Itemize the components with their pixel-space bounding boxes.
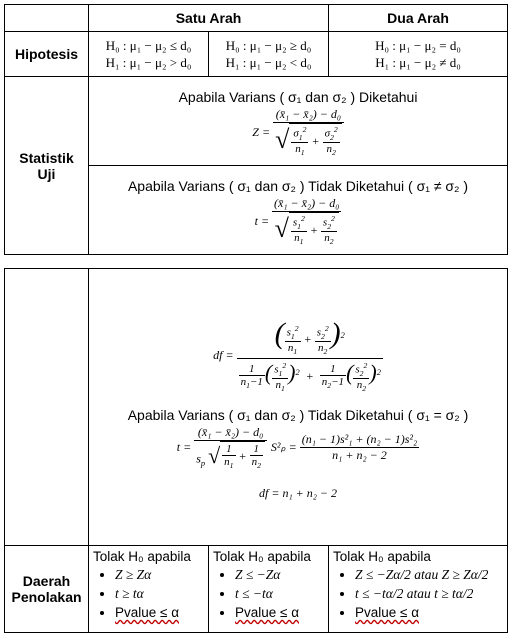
hypothesis-right-tailed [89,32,209,77]
header-satu-arah: Satu Arah [89,5,329,32]
t-fraction-unequal: (x̄₁ − x̄₂) − d₀ √ $\frac{s_1^2}{n_1}$ + $\frac{s_2^2}{n_2}$ [274,195,340,247]
empty-corner-cell [5,5,89,32]
t-formula-pooled: t = (x̄₁ − x̄₂) − d₀ $s_p$ √ $\frac{1}{n_1}$ + $\frac{1}{n_2}$ [177,425,267,470]
empty-label-cell [5,269,89,546]
df-lhs: df = [213,348,234,363]
z-numerator: (x̄₁ − x̄₂) − d₀ [273,107,344,123]
rejection-intro-two: Tolak H₀ apabila [333,549,431,564]
z-sqrt: √ $\frac{\sigma_1^2}{n_1}$ + $\frac{\sigma_2^2}{n_2}$ [275,123,342,157]
case-variance-unknown-unequal [89,166,508,255]
hypothesis-left-tailed [209,32,329,77]
z-formula [252,107,343,157]
t-formula-unequal [255,196,342,246]
t-lhs-unequal: t = [254,213,270,228]
rej-right-t: • t ≥ tα [115,585,204,603]
sp-denominator: n₁ + n₂ − 2 [332,448,387,463]
rej-left-z: • Z ≤ −Zα [235,566,324,584]
rej-left-p: • Pvalue ≤ α [235,604,324,622]
statistik-uji-label: Statistik Uji [19,149,74,182]
h1-two: H₁ : μ₁ − μ₂ ≠ d₀ [375,55,461,70]
case-variance-known [89,77,508,166]
hypothesis-two-tailed [329,32,508,77]
df-and-pooled-cell [89,269,508,546]
pooled-variance-formula [271,432,419,463]
daerah-penolakan-label: Daerah Penolakan [11,573,82,605]
z-lhs: Z = [252,124,271,139]
rej-two-z: • Z ≤ −Zα/2 atau Z ≥ Zα/2 [355,566,503,584]
rej-right-z: • Z ≥ Zα [115,566,204,584]
rejection-two-tailed [329,546,508,633]
h1-right: H₁ : μ₁ − μ₂ > d₀ [105,55,192,70]
sp-numerator: (n₁ − 1)s²₁ + (n₂ − 1)s²₂ [301,432,418,447]
case-unknown-unequal-title: Apabila Varians ( σ₁ dan σ₂ ) Tidak Diketahui ( σ₁ ≠ σ₂ ) [127,177,469,194]
z-fraction [273,107,344,157]
h0-right: H₀ : μ₁ − μ₂ ≤ d₀ [105,38,192,53]
header-dua-arah: Dua Arah [329,5,508,32]
case-known-title: Apabila Varians ( σ₁ dan σ₂ ) Diketahui [178,88,418,105]
df-pooled-formula: df = n₁ + n₂ − 2 [259,486,337,501]
row-label-daerah-penolakan [5,546,89,633]
rej-left-t: • t ≤ −tα [235,585,324,603]
t-lhs-pooled: t = [176,440,192,455]
rej-right-p: • Pvalue ≤ α [115,604,204,622]
rejection-right-tailed [89,546,209,633]
hypothesis-table-part-2 [4,268,508,633]
rejection-intro-left: Tolak H₀ apabila [213,549,311,564]
rej-two-t: • t ≤ −tα/2 atau t ≥ tα/2 [355,585,503,603]
hypothesis-table-part-1 [4,4,508,255]
rejection-intro-right: Tolak H₀ apabila [93,549,191,564]
case-unknown-equal-title: Apabila Varians ( σ₁ dan σ₂ ) Tidak Diketahui ( σ₁ = σ₂ ) [127,407,469,424]
rejection-left-tailed [209,546,329,633]
sp-lhs: S²ₚ = [270,440,297,455]
rej-two-p: • Pvalue ≤ α [355,604,503,622]
row-label-statistik-uji [5,77,89,255]
df-welch-formula [213,316,383,394]
t-numerator-unequal: (x̄₁ − x̄₂) − d₀ [274,195,340,210]
h0-two: H₀ : μ₁ − μ₂ = d₀ [375,38,461,53]
t-numerator-pooled: (x̄₁ − x̄₂) − d₀ [194,425,267,441]
df-fraction: ( $\frac{s_1^2}{n_1}$ + $\frac{s_2^2}{n_2}$ )$^2$ $\frac{1}{n_1-1}$ ( $\frac{s_1^2}{n_1}$ )$^2$ + $\frac{1}{n_2-1}$ ( $\frac{s_2^2}{n_2}$ )$^2$ [237,319,383,393]
h1-left: H₁ : μ₁ − μ₂ < d₀ [225,55,312,70]
h0-left: H₀ : μ₁ − μ₂ ≥ d₀ [225,38,312,53]
row-label-hipotesis: Hipotesis [5,32,89,77]
